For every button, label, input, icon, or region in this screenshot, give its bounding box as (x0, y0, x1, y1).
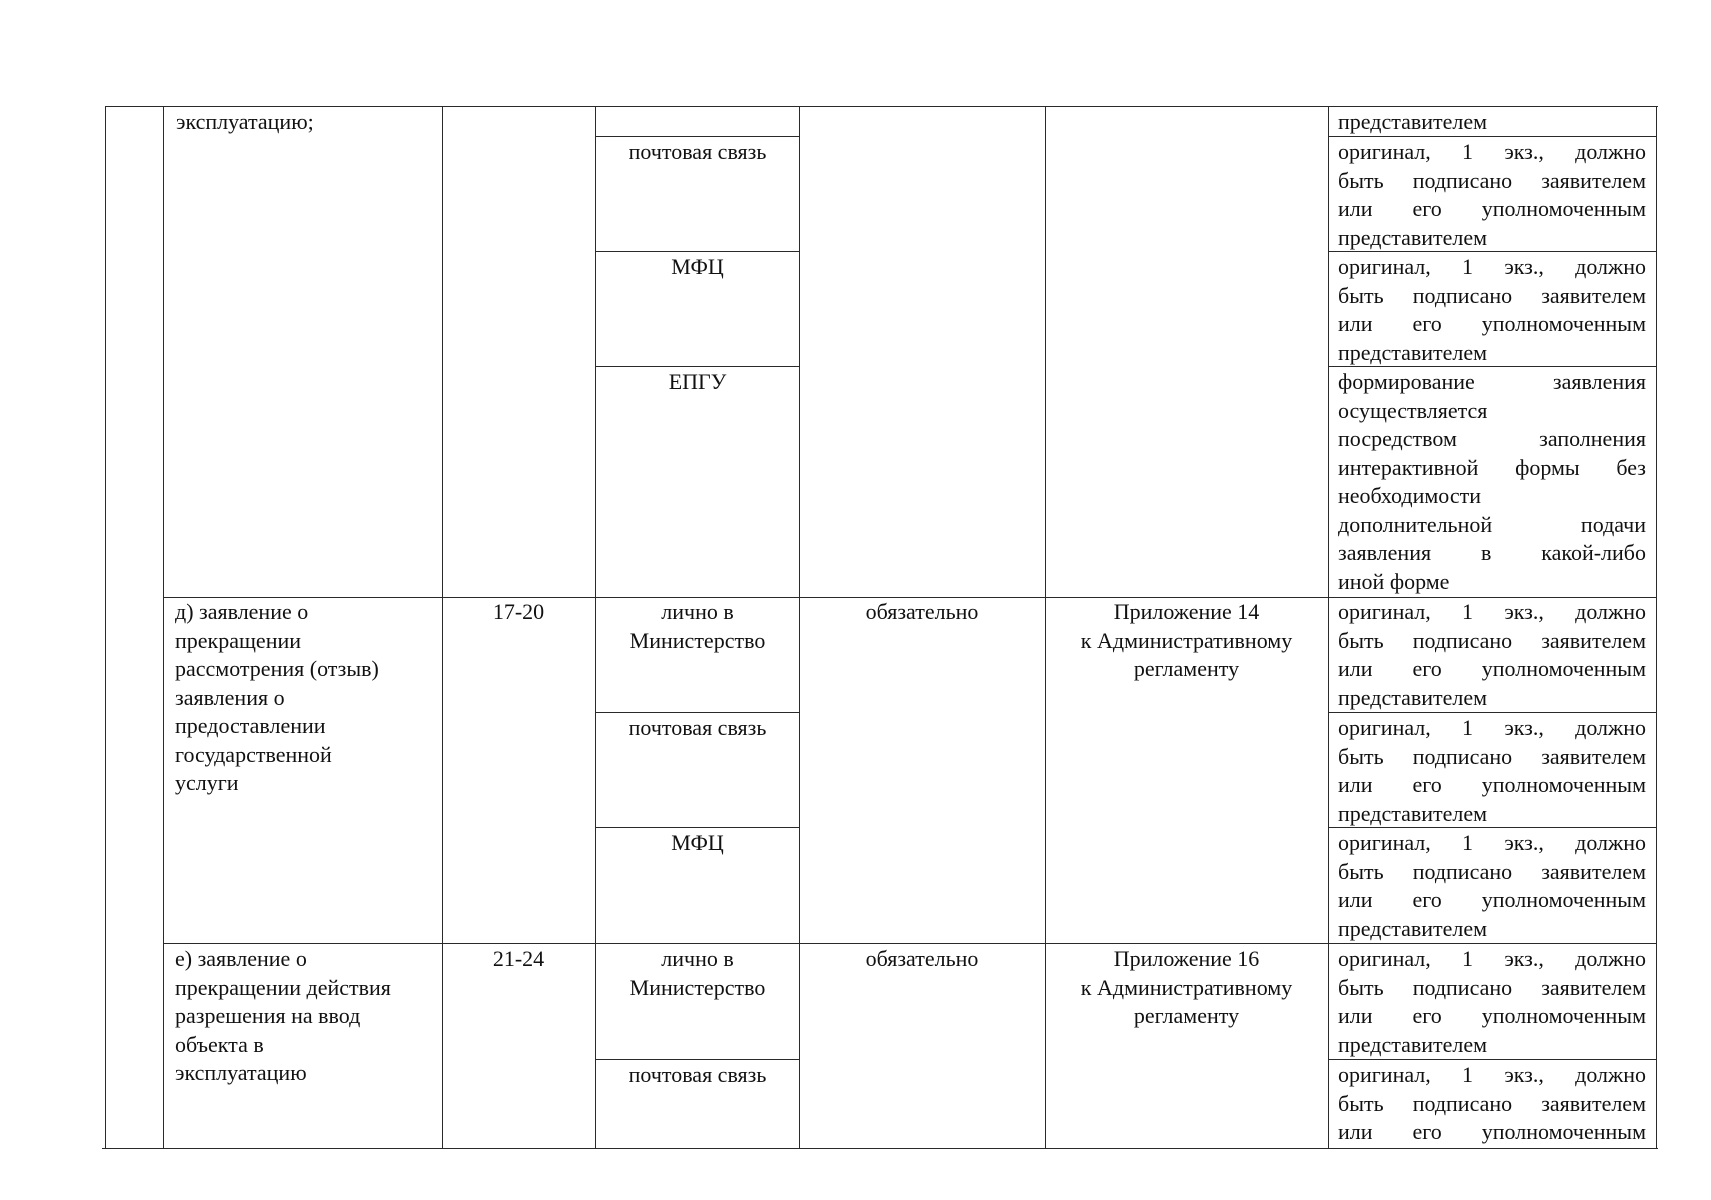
col-line-2 (442, 106, 443, 1149)
channel-cell: МФЦ (671, 254, 724, 279)
col-line-7 (1656, 106, 1657, 1149)
col-line-6 (1328, 106, 1329, 1149)
note-cell: оригинал, 1 экз., должно быть подписано заявителем или его уполномоченным представителем (1338, 830, 1646, 941)
note-cell: оригинал, 1 экз., должно быть подписано заявителем или его уполномоченным представителем (1338, 946, 1646, 1057)
row-top-note-tail: представителем (1338, 109, 1488, 134)
row-d-pages: 17-20 (492, 599, 545, 624)
col-line-1 (163, 106, 164, 1149)
channel-cell: почтовая связь (628, 1062, 767, 1087)
row-d-appendix: Приложение 14 к Административному регламенту (1080, 599, 1293, 681)
note-cell: оригинал, 1 экз., должно быть подписано заявителем или его уполномоченным представителем (1338, 254, 1646, 365)
channel-cell: почтовая связь (628, 715, 767, 740)
note-cell: оригинал, 1 экз., должно быть подписано заявителем или его уполномоченным представителем (1338, 599, 1646, 710)
note-cell: оригинал, 1 экз., должно быть подписано заявителем или его уполномоченным (1338, 1062, 1646, 1144)
row-d-doc-name: д) заявление о прекращении рассмотрения (отзыв) заявления о предоставлении государственной услуги (175, 599, 379, 795)
row-d-required: обязательно (865, 599, 979, 624)
row-e-required: обязательно (865, 946, 979, 971)
note-cell: формирование заявления осуществляется посредством заполнения интерактивной формы без необходимости дополнительной подачи заявления в какой-либо иной форме (1338, 369, 1646, 594)
col-line-0 (105, 106, 106, 1149)
table-bottom-border (102, 1148, 1658, 1149)
channel-cell: лично в Министерство (629, 946, 766, 1000)
col-line-4 (799, 106, 800, 1149)
row-e-pages: 21-24 (492, 946, 545, 971)
note-cell: оригинал, 1 экз., должно быть подписано заявителем или его уполномоченным представителем (1338, 715, 1646, 826)
row-top-doc-name: эксплуатацию; (176, 109, 314, 134)
row-e-doc-name: е) заявление о прекращении действия разрешения на ввод объекта в эксплуатацию (175, 946, 391, 1085)
channel-cell: ЕПГУ (668, 369, 727, 394)
channel-cell: почтовая связь (628, 139, 767, 164)
channel-cell: лично в Министерство (629, 599, 766, 653)
channel-cell: МФЦ (671, 830, 724, 855)
note-cell: оригинал, 1 экз., должно быть подписано заявителем или его уполномоченным представителем (1338, 139, 1646, 250)
row-e-appendix: Приложение 16 к Административному регламенту (1080, 946, 1293, 1028)
